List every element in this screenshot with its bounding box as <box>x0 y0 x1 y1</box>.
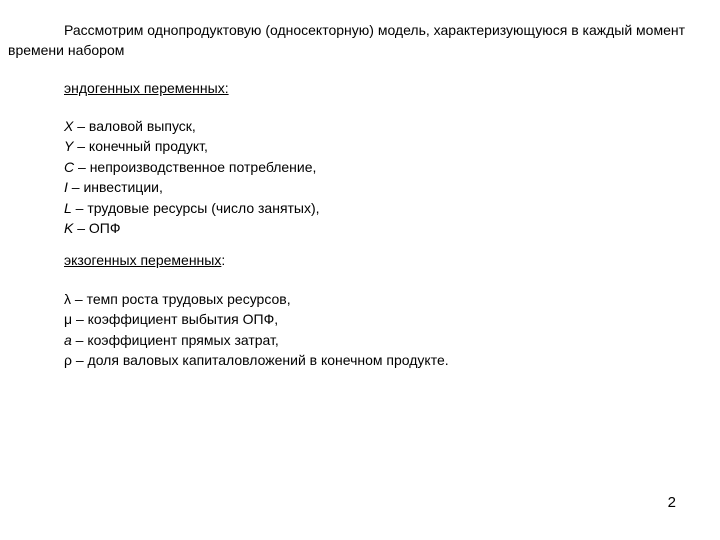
intro-paragraph: Рассмотрим однопродуктовую (односекторную) модель, характеризующуюся в каждый момент времени набором <box>8 22 686 58</box>
endogenous-variable-list <box>64 116 320 238</box>
variable-symbol: C <box>64 158 75 175</box>
variable-description: – коэффициент выбытия ОПФ, <box>72 311 279 328</box>
variable-symbol: μ <box>64 311 73 328</box>
list-item <box>64 116 320 136</box>
variable-description: – темп роста трудовых ресурсов, <box>71 291 291 307</box>
variable-description: – инвестиции, <box>67 179 163 196</box>
variable-symbol: a <box>64 331 72 348</box>
list-item <box>64 309 449 329</box>
variable-symbol: X <box>64 118 74 134</box>
list-item <box>64 330 449 350</box>
exogenous-heading <box>64 250 225 270</box>
page-number: 2 <box>667 494 676 511</box>
variable-description: – конечный продукт, <box>73 138 208 155</box>
variable-description: – непроизводственное потребление, <box>74 158 317 175</box>
variable-symbol: K <box>64 220 74 237</box>
variable-symbol: λ <box>64 291 71 307</box>
variable-description: – ОПФ <box>73 220 121 237</box>
list-item <box>64 136 320 156</box>
exogenous-heading-colon: : <box>221 252 226 268</box>
variable-description: – трудовые ресурсы (число занятых), <box>71 199 320 216</box>
list-item <box>64 289 449 309</box>
exogenous-variable-list <box>64 289 449 371</box>
list-item <box>64 157 320 177</box>
endogenous-heading-text: эндогенных переменных: <box>64 80 229 96</box>
variable-description: – доля валовых капиталовложений в конечном продукте. <box>71 352 449 369</box>
exogenous-heading-text: экзогенных переменных <box>64 252 222 268</box>
variable-description: – валовой выпуск, <box>73 118 196 134</box>
list-item <box>64 177 320 197</box>
variable-symbol: ρ <box>64 352 72 369</box>
endogenous-heading <box>64 78 229 98</box>
list-item <box>64 350 449 370</box>
list-item <box>64 198 320 218</box>
variable-symbol: Y <box>64 138 74 155</box>
variable-symbol: I <box>64 179 68 196</box>
list-item <box>64 218 320 238</box>
variable-symbol: L <box>64 199 72 216</box>
variable-description: – коэффициент прямых затрат, <box>71 331 279 348</box>
